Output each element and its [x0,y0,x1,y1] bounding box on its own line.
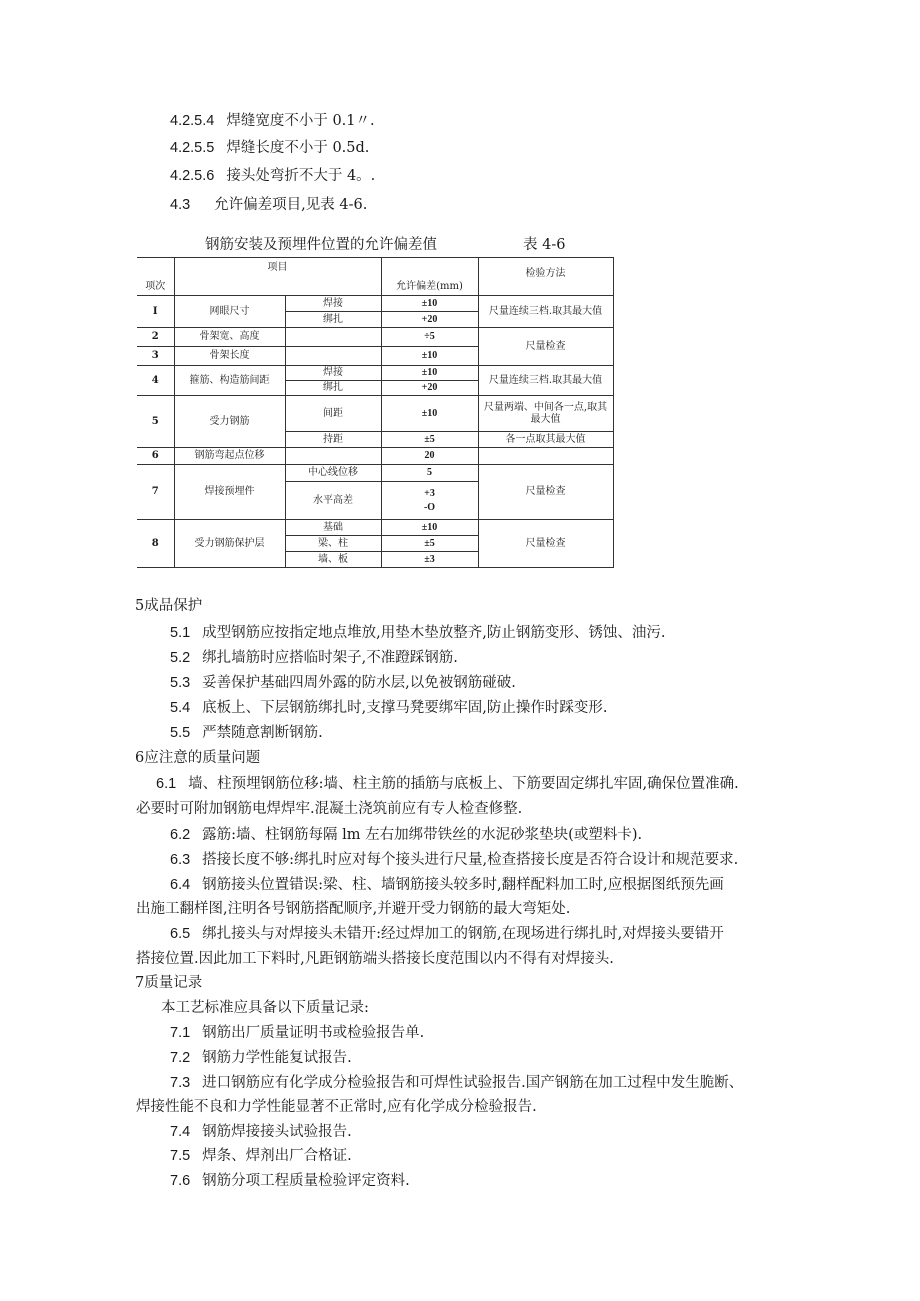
clause-number: 4.2.5.6 [170,168,215,184]
row-deviation [381,482,478,520]
clause-number: 6.1 [156,776,177,792]
clause-text: 钢筋出厂质量证明书或检验报告单. [202,1025,425,1041]
row-item: 焊接预埋件 [174,465,285,520]
row-deviation: ±10 [381,296,478,312]
row-index: 2 [137,328,174,347]
header-method: 检验方法 [478,258,613,296]
section-5-title: 5成品保护 [135,598,203,614]
clause-number: 4.2.5.5 [170,140,215,156]
row-subitem: 焊接 [285,366,381,381]
row-subitem: 梁、柱 [285,536,381,552]
clause-7-4 [170,1123,352,1141]
clause-text: 焊缝长度不小于 0.5d. [226,140,370,156]
clause-4-3 [170,196,367,214]
clause-number: 4.2.5.4 [170,113,215,129]
row-subitem [285,448,381,465]
clause-text: 底板上、下层钢筋绑扎时,支撑马凳要绑牢固,防止操作时踩变形. [202,700,608,716]
clause-number: 5.5 [170,725,191,741]
row-subitem: 绑扎 [285,381,381,396]
row-subitem: 中心线位移 [285,465,381,482]
clause-text: 焊条、焊剂出厂合格证. [202,1148,352,1164]
clause-text: 允许偏差项目,见表 4-6. [214,197,368,213]
row-index: 6 [137,448,174,465]
row-method: 尺量检查 [478,465,613,520]
row-item: 箍筋、构造筋间距 [174,366,285,396]
clause-6-5-line2: 搭接位置.因此加工下料时,凡距钢筋端头搭接长度范围以内不得有对焊接头. [136,951,614,967]
table-row [137,448,613,465]
clause-text: 进口钢筋应有化学成分检验报告和可焊性试验报告.国产钢筋在加工过程中发生脆断、 [202,1075,744,1091]
clause-number: 5.1 [170,625,191,641]
table-caption: 钢筋安装及预埋件位置的允许偏差值 [205,237,437,253]
clause-number: 6.2 [170,827,191,843]
row-deviation: 20 [381,448,478,465]
row-index: 7 [137,465,174,520]
row-deviation: ±3 [381,552,478,568]
row-subitem: 绑扎 [285,312,381,328]
clause-text: 钢筋力学性能复试报告. [202,1050,352,1066]
row-deviation: ±5 [381,536,478,552]
clause-number: 7.4 [170,1124,191,1140]
row-deviation: 5 [381,465,478,482]
table-row [137,465,613,482]
row-item: 钢筋弯起点位移 [174,448,285,465]
row-item: 骨架宽、高度 [174,328,285,347]
row-index: 5 [137,396,174,448]
clause-7-1 [170,1024,424,1042]
row-subitem: 墙、板 [285,552,381,568]
row-method [478,448,613,465]
row-deviation: ±10 [381,347,478,366]
row-item: 受力钢筋保护层 [174,520,285,568]
row-item: 网眼尺寸 [174,296,285,328]
deviation-upper: +3 [424,487,435,499]
clause-number: 7.1 [170,1025,191,1041]
clause-6-4-line2: 出施工翻样图,注明各号钢筋搭配顺序,并避开受力钢筋的最大弯矩处. [136,901,571,917]
table-row [137,296,613,312]
clause-4-2-5-5 [170,139,369,157]
clause-text: 妥善保护基础四周外露的防水层,以免被钢筋碰破. [202,675,516,691]
row-deviation: ±10 [381,366,478,381]
clause-number: 7.5 [170,1148,191,1164]
row-index: 3 [137,347,174,366]
row-method: 尺量检查 [478,328,613,366]
clause-text: 成型钢筋应按指定地点堆放,用垫木垫放整齐,防止钢筋变形、锈蚀、油污. [202,625,666,641]
row-method: 尺量连续三档.取其最大值 [478,296,613,328]
row-method: 尺量检查 [478,520,613,568]
row-deviation: ÷5 [381,328,478,347]
row-method: 各一点取其最大值 [478,432,613,448]
clause-4-2-5-4 [170,112,375,130]
clause-text: 墙、柱预埋钢筋位移:墙、柱主筋的插筋与底板上、下筋要固定绑扎牢固,确保位置准确. [188,776,739,792]
clause-text: 焊缝宽度不小于 0.1〃. [226,113,375,129]
row-deviation: ±10 [381,396,478,432]
table-header-row [137,258,613,296]
clause-6-3 [170,851,738,869]
row-deviation: +20 [381,381,478,396]
clause-7-3-line2: 焊接性能不良和力学性能显著不正常时,应有化学成分检验报告. [136,1099,537,1115]
clause-number: 5.2 [170,650,191,666]
clause-7-6 [170,1172,410,1190]
table-number: 表 4-6 [523,237,566,253]
row-method: 尺量两端、中间各一点,取其最大值 [478,396,613,432]
header-index: 项次 [137,258,174,296]
clause-text: 钢筋接头位置错误:梁、柱、墙钢筋接头较多时,翻样配料加工时,应根据图纸预先画 [202,877,724,893]
row-index: 8 [137,520,174,568]
clause-6-2 [170,826,642,844]
clause-number: 7.2 [170,1050,191,1066]
row-item: 受力钢筋 [174,396,285,448]
clause-number: 6.4 [170,877,191,893]
table-row [137,396,613,432]
row-subitem: 间距 [285,396,381,432]
row-index: I [137,296,174,328]
row-subitem: 基础 [285,520,381,536]
row-subitem: 焊接 [285,296,381,312]
clause-6-1-line2: 必要时可附加钢筋电焊焊牢.混凝土浇筑前应有专人检查修整. [136,801,523,817]
table-row [137,328,613,347]
clause-7-2 [170,1049,352,1067]
row-index: 4 [137,366,174,396]
table-row [137,366,613,381]
row-deviation: ±5 [381,432,478,448]
row-subitem [285,347,381,366]
clause-text: 钢筋分项工程质量检验评定资料. [202,1173,410,1189]
clause-number: 5.3 [170,675,191,691]
clause-6-4-line1 [170,876,724,894]
clause-5-2 [170,649,458,667]
row-subitem: 水平高差 [285,482,381,520]
header-deviation: 允许偏差(mm) [381,258,478,296]
table-row [137,520,613,536]
deviation-lower: -O [423,501,436,513]
clause-text: 接头处弯折不大于 4。. [226,168,376,184]
clause-5-3 [170,674,516,692]
clause-7-5 [170,1147,352,1165]
clause-text: 绑扎墙筋时应搭临时架子,不准蹬踩钢筋. [202,650,458,666]
clause-5-4 [170,699,608,717]
clause-number: 7.6 [170,1173,191,1189]
clause-text: 绑扎接头与对焊接头未错开:经过焊加工的钢筋,在现场进行绑扎时,对焊接头要错开 [202,926,724,942]
clause-text: 搭接长度不够:绑扎时应对每个接头进行尺量,检查搭接长度是否符合设计和规范要求. [202,852,739,868]
clause-6-5-line1 [170,925,724,943]
clause-number: 4.3 [170,197,191,213]
row-subitem: 持距 [285,432,381,448]
clause-6-1-line1 [156,775,739,793]
header-item: 项目 [174,258,381,296]
row-item: 骨架长度 [174,347,285,366]
clause-text: 钢筋焊接接头试验报告. [202,1124,352,1140]
clause-text: 露筋:墙、柱钢筋每隔 lm 左右加绑带铁丝的水泥砂浆垫块(或塑料卡). [202,827,643,843]
section-7-lead: 本工艺标准应具备以下质量记录: [161,1000,369,1016]
row-method: 尺量连续三档.取其最大值 [478,366,613,396]
section-6-title: 6应注意的质量问题 [135,750,261,766]
row-deviation: +20 [381,312,478,328]
row-subitem [285,328,381,347]
clause-number: 6.3 [170,852,191,868]
clause-number: 7.3 [170,1075,191,1091]
clause-text: 严禁随意割断钢筋. [202,725,323,741]
clause-5-1 [170,624,666,642]
clause-number: 5.4 [170,700,191,716]
clause-4-2-5-6 [170,167,375,185]
section-7-title: 7质量记录 [135,975,203,991]
row-deviation: ±10 [381,520,478,536]
clause-number: 6.5 [170,926,191,942]
clause-7-3-line1 [170,1074,743,1092]
clause-5-5 [170,724,323,742]
tolerance-table [137,257,614,568]
